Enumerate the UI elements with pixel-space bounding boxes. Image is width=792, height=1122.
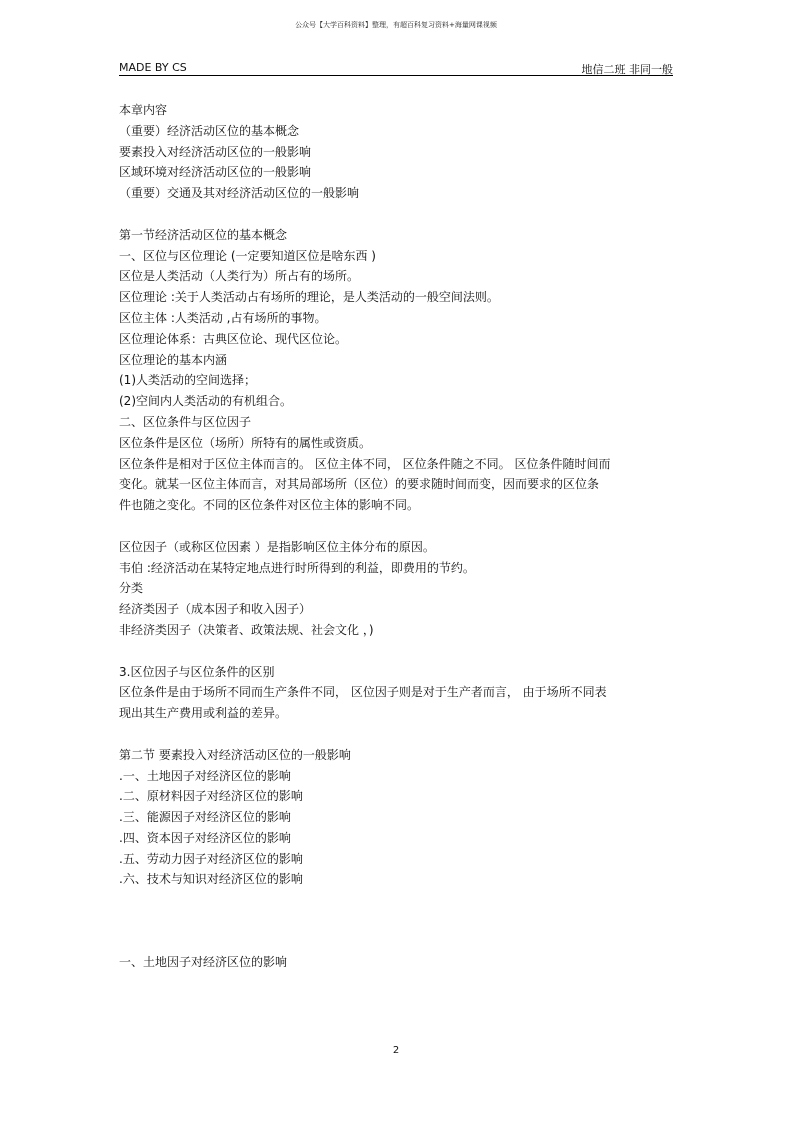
paragraph-line: (1)人类活动的空间选择； [119,373,256,388]
paragraph-line: 区位主体 :人类活动 ,占有场所的事物。 [119,310,327,325]
toc-item: （重要）交通及其对经济活动区位的一般影响 [119,186,360,201]
toc-item: 要素投入对经济活动区位的一般影响 [119,144,312,159]
section2-item: .一、土地因子对经济区位的影响 [119,768,291,783]
section1-title: 第一节经济活动区位的基本概念 [119,227,288,242]
paragraph-line: 分类 [119,581,144,596]
paragraph-line: 区位是人类活动（人类行为）所占有的场所。 [119,269,360,284]
paragraph-line: 一、区位与区位理论 (一定要知道区位是啥东西 ) [119,248,376,263]
page-header [119,61,673,76]
section2-item: .三、能源因子对经济区位的影响 [119,810,291,825]
subsection-heading: 一、土地因子对经济区位的影响 [119,955,288,970]
header-left: MADE BY CS [119,61,187,74]
paragraph-line: 区位理论的基本内涵 [119,352,228,367]
paragraph-line: 区位条件是相对于区位主体而言的。 区位主体不同， 区位条件随之不同。 区位条件随时间而 [119,456,611,471]
paragraph-line: 区位因子（或称区位因素 ）是指影响区位主体分布的原因。 [119,539,435,554]
document-body [119,100,679,973]
paragraph-line: 非经济类因子（决策者、政策法规、社会文化 ，) [119,622,374,637]
section2-item: .五、劳动力因子对经济区位的影响 [119,851,303,866]
page-number: 2 [392,1045,400,1056]
paragraph-line: 区位理论体系：古典区位论、现代区位论。 [119,331,348,346]
paragraph-line: 区位理论 :关于人类活动占有场所的理论，是人类活动的一般空间法则。 [119,290,499,305]
toc-title: 本章内容 [119,103,168,117]
paragraph-line: 二、区位条件与区位因子 [119,414,252,429]
paragraph-line: 区位条件是区位（场所）所特有的属性或资质。 [119,435,372,450]
section2-item: .六、技术与知识对经济区位的影响 [119,872,303,887]
paragraph-line: 现出其生产费用或利益的差异。 [119,706,288,721]
top-banner: 公众号【大学百科资料】整理，有超百科复习资料+海量网课视频 [295,21,497,29]
section2-item: .二、原材料因子对经济区位的影响 [119,789,303,804]
toc-item: 区域环境对经济活动区位的一般影响 [119,165,312,180]
section2-item: .四、资本因子对经济区位的影响 [119,830,291,845]
paragraph-line: 件也随之变化。不同的区位条件对区位主体的影响不同。 [119,498,420,513]
toc-item: （重要）经济活动区位的基本概念 [119,123,300,138]
paragraph-line: 经济类因子（成本因子和收入因子） [119,602,312,617]
paragraph-line: 韦伯 :经济活动在某特定地点进行时所得到的利益，即费用的节约。 [119,560,475,575]
section2-title: 第二节 要素投入对经济活动区位的一般影响 [119,747,351,762]
paragraph-line: 区位条件是由于场所不同而生产条件不同， 区位因子则是对于生产者而言， 由于场所不同表 [119,685,607,700]
paragraph-line: (2)空间内人类活动的有机组合。 [119,394,292,409]
paragraph-line: 变化。就某一区位主体而言，对其局部场所（区位）的要求随时间而变，因而要求的区位条 [119,477,600,492]
header-right: 地信二班 非同一般 [581,63,673,76]
paragraph-line: 3.区位因子与区位条件的区别 [119,664,275,679]
